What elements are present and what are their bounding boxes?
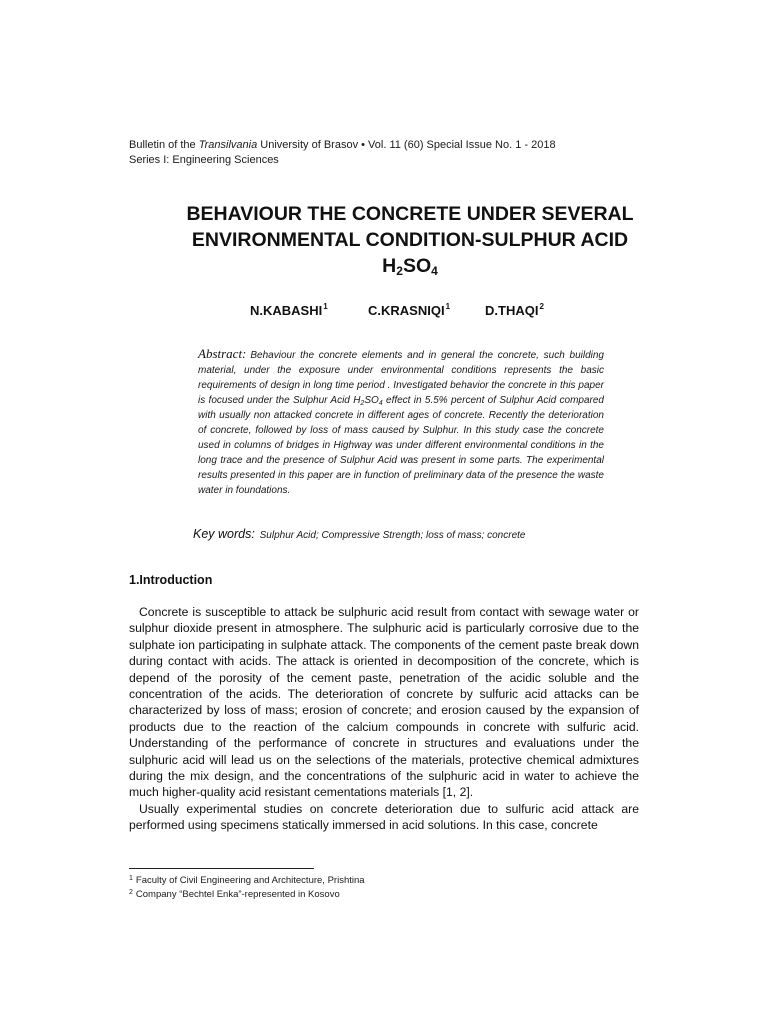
journal-citation-line <box>129 138 556 153</box>
footnote-mark: 2 <box>129 889 133 896</box>
formula-so-sub: 4 <box>431 264 438 278</box>
abstract-text: Behaviour the concrete elements and in general the concrete, such building material, under the exposure under environmental conditions represents the basic requirements of design in long time period . Investigated behavior the concrete in this paper is focused under the Sulphur Acid H <box>198 350 604 406</box>
affiliation-mark: 2 <box>539 302 544 311</box>
author <box>368 303 450 318</box>
formula-h: H <box>382 255 397 277</box>
footnote <box>129 874 365 888</box>
keywords-text: Sulphur Acid; Compressive Strength; loss of mass; concrete <box>259 530 526 541</box>
formula-h-sub: 2 <box>396 264 403 278</box>
title-line-1: BEHAVIOUR THE CONCRETE UNDER SEVERAL <box>186 203 634 225</box>
citation-italic: Transilvania <box>198 139 258 151</box>
abstract-label: Abstract: <box>198 346 247 361</box>
title-line-2: ENVIRONMENTAL CONDITION-SULPHUR ACID <box>191 229 629 251</box>
section-heading: 1.Introduction <box>129 573 213 587</box>
keywords-label: Key words: <box>193 527 255 541</box>
author-name: D.THAQI <box>485 303 539 318</box>
affiliation-mark: 1 <box>445 302 451 311</box>
footnote <box>129 888 365 902</box>
citation-suffix: University of Brasov • Vol. 11 (60) Special Issue No. 1 - 2018 <box>257 139 556 151</box>
journal-header <box>129 138 556 168</box>
citation-prefix: Bulletin of the <box>129 139 199 151</box>
paragraph: Usually experimental studies on concrete deterioration due to sulfuric acid attack are performed using specimens statically immersed in acid solutions. In this case, concrete <box>129 801 639 833</box>
abstract-formula-mid: SO <box>364 395 379 406</box>
formula-so: SO <box>402 255 432 277</box>
paper-title <box>120 201 700 279</box>
footnote-text: Faculty of Civil Engineering and Architecture, Prishtina <box>135 875 365 886</box>
body-text <box>129 604 639 834</box>
paragraph: Concrete is susceptible to attack be sulphuric acid result from contact with sewage water or sulphur dioxide present in atmosphere. The sulphuric acid is particularly corrosive due to the sulphate ion participating in sulphate attack. The components of the cement paste break down during contact with acids. The attack is oriented in decomposition of the concrete, which is depend of the porosity of the cement paste, penetration of the acidic soluble and the concentration of the acids. The deterioration of concrete by sulfuric acid attacks can be characterized by loss of mass; erosion of concrete; and erosion caused by the expansion of products due to the reaction of the calcium compounds in concrete with sulfuric acid. Understanding of the performance of concrete in structures and evaluations under the sulphuric acid will lead us on the selections of the materials, protective chemical admixtures during the mix design, and the concentrations of the sulphuric acid in water to achieve the much higher-quality acid resistant cementations materials [1, 2]. <box>129 605 639 800</box>
author <box>485 303 544 318</box>
author-name: N.KABASHI <box>250 303 323 318</box>
title-formula <box>120 253 700 279</box>
footnotes <box>129 874 365 902</box>
author-name: C.KRASNIQI <box>368 303 445 318</box>
footnote-text: Company “Bechtel Enka”-represented in Kosovo <box>135 889 340 900</box>
abstract-formula-sub: 2 <box>360 400 365 407</box>
affiliation-mark: 1 <box>323 302 328 311</box>
abstract-text-continued: effect in 5.5% percent of Sulphur Acid compared with usually non attacked concrete in different ages of concrete. Recently the deterioration of concrete, followed by loss of mass caused by Sulphur. In this study case the concrete used in columns of bridges in Highway was under different environmental conditions in the long trace and the presence of Sulphur Acid was present in some parts. The experimental results presented in this paper are in function of preliminary data of the presence the waste water in foundations. <box>198 395 604 496</box>
abstract-formula-sub: 4 <box>378 400 383 407</box>
journal-series-line: Series I: Engineering Sciences <box>129 154 279 166</box>
footnote-mark: 1 <box>129 875 133 882</box>
footnote-divider <box>129 868 314 869</box>
abstract <box>198 346 604 498</box>
keywords <box>193 527 525 541</box>
author <box>250 303 328 318</box>
